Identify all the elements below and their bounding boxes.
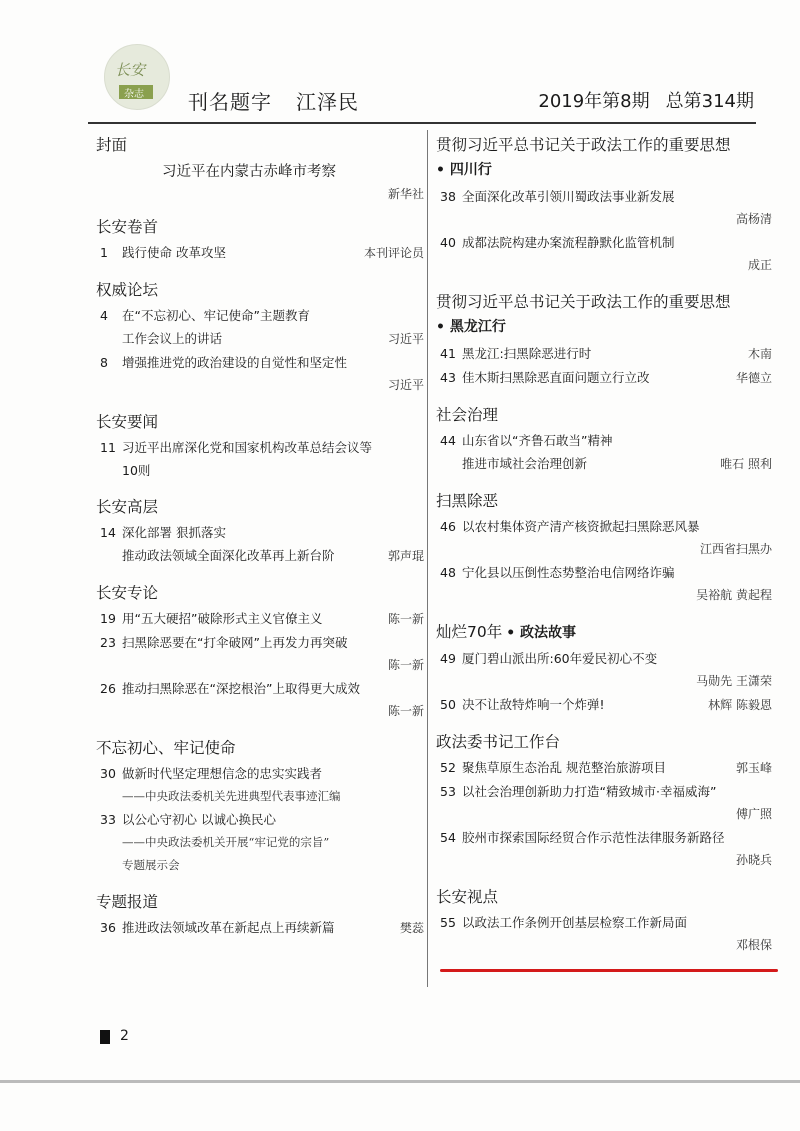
section-canlan [436,621,772,717]
page-number: 33 [100,812,116,827]
article-title-cont: 推进市域社会治理创新 [462,456,588,471]
logo-calligraphy: 长安 [115,61,146,79]
author: 木南 [747,347,772,361]
toc-entry[interactable] [436,515,772,561]
section-title: 贯彻习近平总书记关于政法工作的重要思想 [436,293,731,311]
page-number: 8 [100,355,108,370]
right-column [436,134,772,971]
section-title: 长安专论 [96,584,159,602]
author: 孙晓兵 [735,853,772,867]
calligraphy-credit [188,86,359,115]
section-title: 长安高层 [96,498,159,516]
page-number: 43 [440,370,456,385]
article-subtitle-cont: 专题展示会 [122,858,180,872]
toc-entry[interactable] [96,808,424,877]
issue-number: 2019年第8期 [538,91,650,112]
section-title: 长安视点 [436,888,499,906]
author: 成正 [747,258,772,272]
article-title-cont: 10则 [122,463,151,478]
logo-badge: 杂志 [119,85,153,99]
page-number: 52 [440,760,456,775]
page-number: 36 [100,920,116,935]
section-title: 贯彻习近平总书记关于政法工作的重要思想 [436,136,731,154]
scan-edge-line [0,1080,800,1083]
header-rule [88,122,756,124]
author: 林辉 陈毅恩 [708,698,772,712]
toc-entry[interactable] [96,631,424,677]
page-number-footer: 2 [120,1028,129,1044]
article-title: 厦门碧山派出所:60年爱民初心不变 [462,651,658,666]
article-title: 以社会治理创新助力打造“精致城市·幸福威海” [462,784,717,799]
article-title: 在“不忘初心、牢记使命”主题教育 [122,308,310,323]
toc-entry[interactable] [96,916,424,940]
section-subtitle: • 黑龙江行 [436,319,506,335]
author: 本刊评论员 [363,246,424,260]
toc-entry[interactable] [96,351,424,397]
section-shuji [436,731,772,872]
section-yaowen [96,411,424,482]
page-number: 11 [100,440,116,455]
page-number: 19 [100,611,116,626]
article-title: 扫黑除恶要在“打伞破网”上再发力再突破 [122,635,348,650]
cover-headline[interactable]: 习近平在内蒙古赤峰市考察 [162,164,336,180]
section-title: 长安要闻 [96,413,159,431]
page-number: 55 [440,915,456,930]
article-title: 胶州市探索国际经贸合作示范性法律服务新路径 [462,830,725,845]
page-number: 53 [440,784,456,799]
section-title: 权威论坛 [96,281,159,299]
page-number: 46 [440,519,456,534]
page-number: 50 [440,697,456,712]
author: 傅广照 [735,807,772,821]
page-number: 26 [100,681,116,696]
article-title: 宁化县以压倒性态势整治电信网络诈骗 [462,565,675,580]
article-subtitle: ——中央政法委机关先进典型代表事迹汇编 [122,789,341,803]
page-number: 30 [100,766,116,781]
author: 樊蕊 [399,921,424,935]
section-zhuanti [96,891,424,940]
section-title: 长安卷首 [96,218,159,236]
toc-entry[interactable] [96,436,424,482]
page-number: 40 [440,235,456,250]
page-number: 44 [440,433,456,448]
author: 江西省扫黑办 [699,542,772,556]
section-title: 扫黑除恶 [436,492,499,510]
page-number: 54 [440,830,456,845]
page-number: 38 [440,189,456,204]
author: 习近平 [387,332,424,346]
toc-entry[interactable] [96,677,424,723]
toc-entry[interactable] [436,911,772,957]
toc-entry[interactable] [436,366,772,390]
section-sichuan [436,134,772,277]
toc-entry[interactable] [436,561,772,607]
page-number: 23 [100,635,116,650]
page-number: 41 [440,346,456,361]
article-title: 增强推进党的政治建设的自觉性和坚定性 [122,355,348,370]
toc-entry[interactable] [436,756,772,780]
article-title: 佳木斯扫黑除恶直面问题立行立改 [462,370,650,385]
section-shidian [436,886,772,957]
author: 新华社 [387,187,424,201]
article-subtitle: ——中央政法委机关开展“牢记党的宗旨” [122,835,330,849]
toc-entry[interactable] [96,521,424,568]
section-heilongjiang [436,291,772,390]
article-title: 以农村集体资产清产核资掀起扫黑除恶风暴 [462,519,700,534]
article-title: 以政法工作条例开创基层检察工作新局面 [462,915,688,930]
page-number: 1 [100,245,108,260]
section-subtitle: • 政法故事 [506,625,577,641]
section-title: 灿烂70年 • 政法故事 [436,623,577,641]
section-title: 政法委书记工作台 [436,733,561,751]
article-title: 用“五大硬招”破除形式主义官僚主义 [122,611,323,626]
toc-entry[interactable] [436,185,772,231]
calligrapher-name: 江泽民 [296,90,359,114]
page-marker-block [100,1030,110,1044]
article-title: 推动扫黑除恶在“深挖根治”上取得更大成效 [122,681,360,696]
calligraphy-label: 刊名题字 [188,90,272,114]
highlight-underline [440,969,778,972]
article-title: 全面深化改革引领川蜀政法事业新发展 [462,189,675,204]
author: 华德立 [735,371,772,385]
toc-entry[interactable] [96,762,424,808]
article-title: 深化部署 狠抓落实 [122,525,226,540]
toc-entry[interactable] [96,241,424,265]
section-buwang [96,737,424,877]
column-divider [427,130,428,987]
article-title: 习近平出席深化党和国家机构改革总结会议等 [122,440,373,455]
author: 高杨清 [735,212,772,226]
section-title: 专题报道 [96,893,159,911]
article-title: 成都法院构建办案流程静默化监管机制 [462,235,675,250]
article-title: 聚焦草原生态治乱 规范整治旅游项目 [462,760,666,775]
author: 马勋先 王潇荣 [696,674,772,688]
toc-entry[interactable] [96,304,424,351]
section-saohei [436,490,772,607]
article-title: 决不让敌特炸响一个炸弹! [462,697,605,712]
toc-entry[interactable] [436,342,772,366]
section-juanshou [96,216,424,265]
section-cover [96,134,424,202]
author: 郭玉峰 [735,761,772,775]
total-issue-number: 总第314期 [665,91,754,112]
toc-entry[interactable] [436,231,772,277]
author: 陈一新 [387,658,424,672]
section-subtitle: • 四川行 [436,162,492,178]
page-number: 49 [440,651,456,666]
author: 陈一新 [387,704,424,718]
toc-entry[interactable] [436,826,772,872]
page-number: 14 [100,525,116,540]
author: 陈一新 [387,612,424,626]
author: 习近平 [387,378,424,392]
left-column [96,134,424,954]
toc-entry[interactable] [436,429,772,476]
toc-entry[interactable] [436,647,772,693]
section-quanwei [96,279,424,397]
article-title-cont: 推动政法领域全面深化改革再上新台阶 [122,548,335,563]
article-title: 推进政法领域改革在新起点上再续新篇 [122,920,335,935]
article-title: 做新时代坚定理想信念的忠实实践者 [122,766,323,781]
toc-entry[interactable] [96,607,424,631]
section-title: 不忘初心、牢记使命 [96,739,236,757]
section-title: 封面 [96,136,128,154]
section-zhuanlun [96,582,424,723]
magazine-logo [104,44,170,110]
page-number: 48 [440,565,456,580]
article-title: 黑龙江:扫黑除恶进行时 [462,346,592,361]
author: 邓根保 [735,938,772,952]
section-gaoceng [96,496,424,568]
section-shehui [436,404,772,476]
author: 吴裕航 黄起程 [696,588,772,602]
author: 郭声琨 [387,549,424,563]
author: 唯石 照利 [720,457,772,471]
section-title: 社会治理 [436,406,499,424]
article-title: 践行使命 改革攻坚 [122,245,226,260]
toc-entry[interactable] [436,780,772,826]
issue-info [538,87,754,113]
toc-entry[interactable] [436,693,772,717]
article-title: 山东省以“齐鲁石敢当”精神 [462,433,613,448]
article-title-cont: 工作会议上的讲话 [122,331,223,346]
page-number: 4 [100,308,108,323]
article-title: 以公心守初心 以诚心换民心 [122,812,276,827]
